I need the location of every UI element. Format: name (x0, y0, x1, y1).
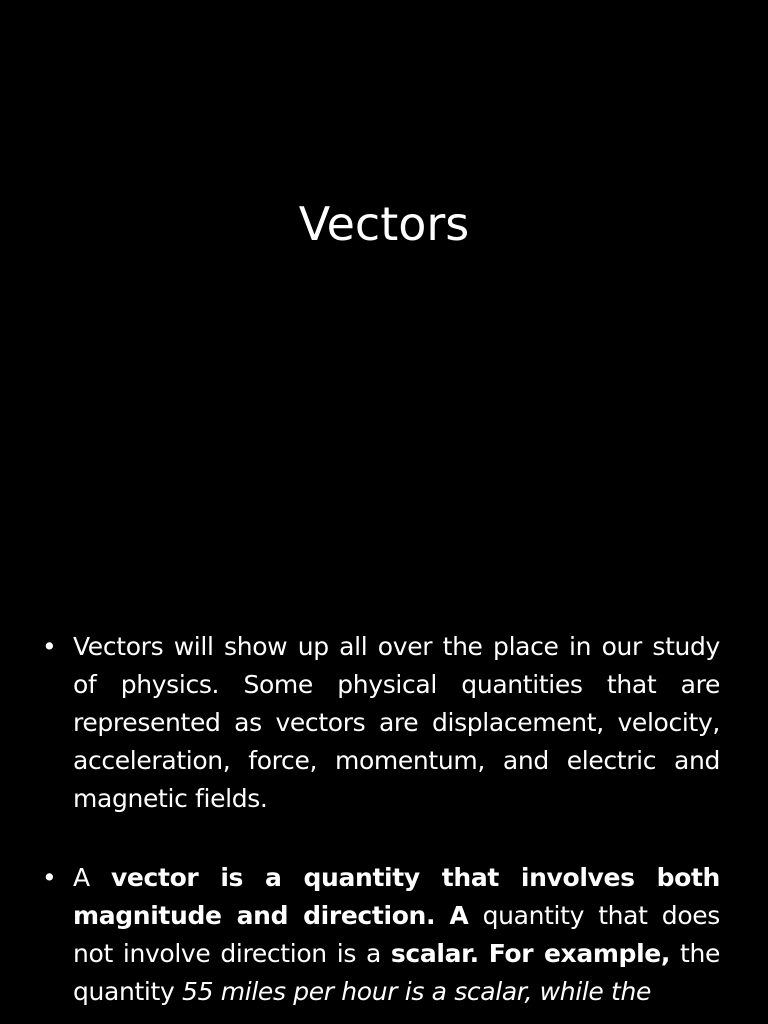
bullet-text-bold: scalar. (390, 939, 479, 968)
bullet-text: Vectors will show up all over the place in our study of physics. Some physical quantities that are represented as vectors are displacement, velocity, acceleration, force, momentum, and electric and magnetic fields. (73, 632, 720, 813)
slide-title: Vectors (298, 197, 470, 251)
bullet-text-bold: For example, (488, 939, 671, 968)
bullet-item-1 (42, 628, 720, 818)
bullet-text-segment: the quantity (73, 939, 721, 1006)
bullet-text-bold: vector is a quantity that involves both magnitude and direction. (73, 863, 720, 930)
bullet-text-segment: A (73, 863, 111, 892)
bullet-text-bold: A (449, 901, 469, 930)
bullet-list (42, 628, 720, 1024)
bullet-text-segment (435, 901, 449, 930)
bullet-text-segment (479, 939, 489, 968)
bullet-text-segment: quantity that does not involve direction is a (73, 901, 720, 968)
bullet-text-italic: 55 miles per hour is a scalar, while the (182, 977, 652, 1006)
bullet-item-2 (42, 859, 720, 1011)
bullet-icon: • (42, 632, 57, 661)
bullet-icon: • (42, 863, 57, 892)
